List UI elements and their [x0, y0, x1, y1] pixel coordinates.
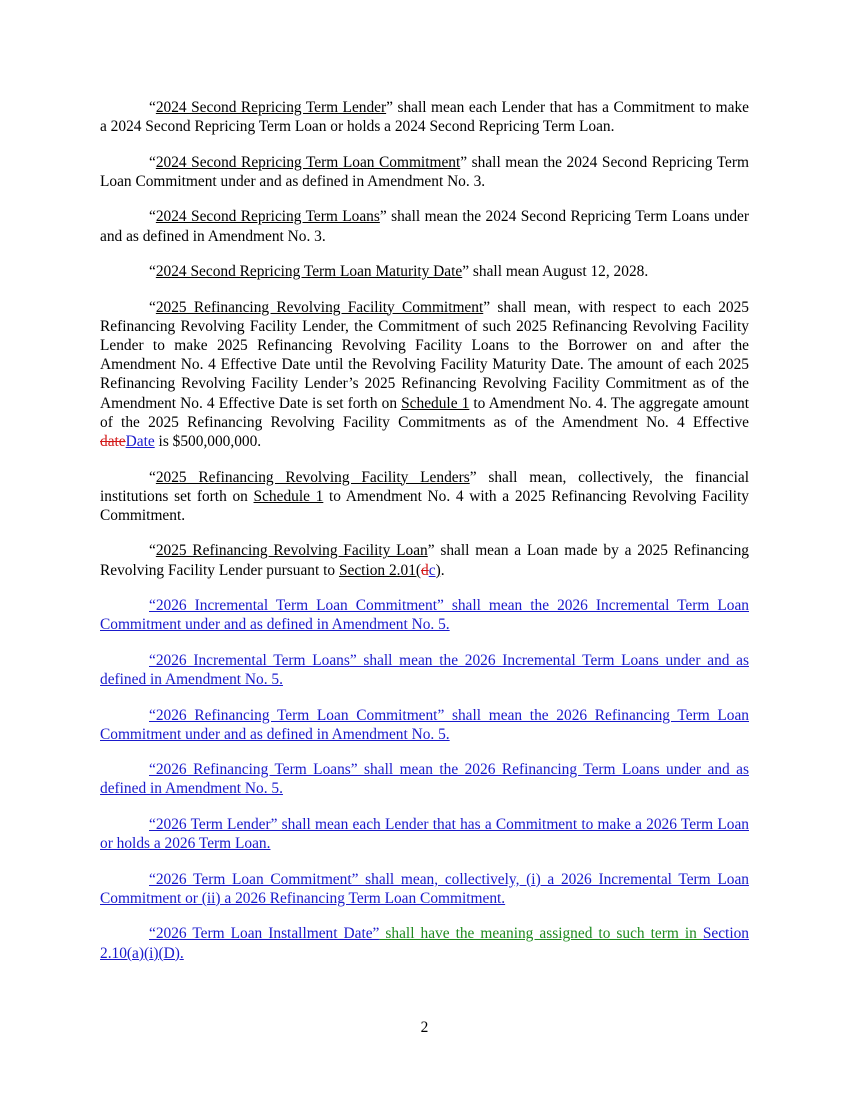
schedule-reference: Schedule 1 [401, 394, 470, 412]
definition-2024-second-repricing-maturity-date: “2024 Second Repricing Term Loan Maturity Date” shall mean August 12, 2028. [149, 263, 649, 281]
moved-text: shall have the meaning assigned to such term in [379, 925, 703, 943]
definition-2026-refinancing-term-loans [100, 760, 749, 798]
schedule-reference: Schedule 1 [253, 487, 324, 505]
definition-2025-refinancing-revolving-facility-loan: “2025 Refinancing Revolving Facility Loan” shall mean a Loan made by a 2025 Refinancing Revolving Facility Lender pursuant to Section 2.01(dc). [100, 542, 749, 579]
definition-2026-refinancing-term-loan-commitment [100, 706, 749, 744]
section-reference: Section 2.01( [338, 561, 422, 579]
inserted-text: “2026 Incremental Term Loans” shall mean the 2026 Incremental Term Loans under and as defined in Amendment No. 5. [100, 651, 749, 689]
definition-2026-incremental-term-loans [100, 651, 749, 689]
definition-2026-term-lender [100, 815, 749, 853]
definition-2025-refinancing-revolving-facility-lenders: “2025 Refinancing Revolving Facility Lenders” shall mean, collectively, the financial institutions set forth on Schedule 1 to Amendment No. 4 with a 2025 Refinancing Revolving Facility Commitment. [100, 468, 750, 524]
defined-term: 2024 Second Repricing Term Loans [155, 208, 380, 226]
definition-2024-second-repricing-term-loans: “2024 Second Repricing Term Loans” shall mean the 2024 Second Repricing Term Loans under and as defined in Amendment No. 3. [100, 208, 749, 245]
definition-2025-refinancing-revolving-facility-commitment: “2025 Refinancing Revolving Facility Commitment” shall mean, with respect to each 2025 Refinancing Revolving Facility Lender, the Commitment of such 2025 Refinancing Revolving Facility Lender to make 2025 Refinancing Revolving Facility Loans to the Borrower on and after the Amendment No. 4 Effective Date until the Revolving Facility Maturity Date. The amount of each 2025 Refinancing Revolving Facility Lender’s 2025 Refinancing Revolving Facility Commitment as of the Amendment No. 4 Effective Date is set forth on Schedule 1 to Amendment No. 4. The aggregate amount of the 2025 Refinancing Revolving Facility Commitments as of the Amendment No. 4 Effective dateDate is $500,000,000. [100, 298, 749, 451]
definition-2024-second-repricing-term-loan-commitment: “2024 Second Repricing Term Loan Commitment” shall mean the 2024 Second Repricing Term Loan Commitment under and as defined in Amendment No. 3. [100, 153, 749, 190]
deleted-text: date [100, 433, 126, 451]
inserted-text: Date [125, 433, 155, 451]
definition-2026-incremental-term-loan-commitment [100, 596, 749, 634]
inserted-text: “2026 Term Loan Installment Date” [149, 925, 380, 943]
inserted-text: “2026 Term Lender” shall mean each Lender that has a Commitment to make a 2026 Term Loan or holds a 2026 Term Loan. [100, 815, 749, 853]
definition-2026-term-loan-commitment [100, 870, 749, 908]
definition-2024-second-repricing-term-lender: “2024 Second Repricing Term Lender” shall mean each Lender that has a Commitment to make a 2024 Second Repricing Term Loan or holds a 2024 Second Repricing Term Loan. [100, 99, 749, 136]
page-number: 2 [420, 1019, 429, 1036]
inserted-text: c [428, 561, 436, 579]
defined-term: 2025 Refinancing Revolving Facility Loan [155, 542, 428, 560]
inserted-text: Section 2.10(a)(i)(D). [100, 925, 749, 962]
deleted-text: d [421, 561, 429, 579]
inserted-text: “2026 Refinancing Term Loan Commitment” shall mean the 2026 Refinancing Term Loan Commitment under and as defined in Amendment No. 5. [100, 706, 749, 743]
inserted-text: “2026 Incremental Term Loan Commitment” shall mean the 2026 Incremental Term Loan Commitment under and as defined in Amendment No. 5. [100, 597, 749, 634]
definition-2026-term-loan-installment-date [100, 924, 749, 962]
definition-text: ” shall mean the 2024 Second Repricing Term Loan Commitment under and as defined in Amendment No. 3. [100, 153, 749, 190]
defined-term: 2024 Second Repricing Term Loan Maturity Date [155, 263, 463, 281]
defined-term: 2025 Refinancing Revolving Facility Lenders [155, 468, 470, 486]
defined-term: 2025 Refinancing Revolving Facility Commitment [155, 298, 484, 316]
defined-term: 2024 Second Repricing Term Loan Commitment [155, 153, 461, 171]
defined-term: 2024 Second Repricing Term Lender [155, 99, 387, 116]
inserted-text: “2026 Refinancing Term Loans” shall mean the 2026 Refinancing Term Loans under and as defined in Amendment No. 5. [100, 761, 749, 798]
inserted-text: “2026 Term Loan Commitment” shall mean, collectively, (i) a 2026 Incremental Term Loan Commitment or (ii) a 2026 Refinancing Term Loan Commitment. [100, 870, 749, 907]
definition-text: ” shall mean each Lender that has a Commitment to make a 2024 Second Repricing Term Loan or holds a 2024 Second Repricing Term Loan. [100, 99, 749, 136]
definition-text: ” shall mean the 2024 Second Repricing Term Loans under and as defined in Amendment No. 3. [100, 208, 749, 245]
document-body [100, 98, 749, 963]
definition-text: ” shall mean August 12, 2028. [462, 263, 649, 281]
